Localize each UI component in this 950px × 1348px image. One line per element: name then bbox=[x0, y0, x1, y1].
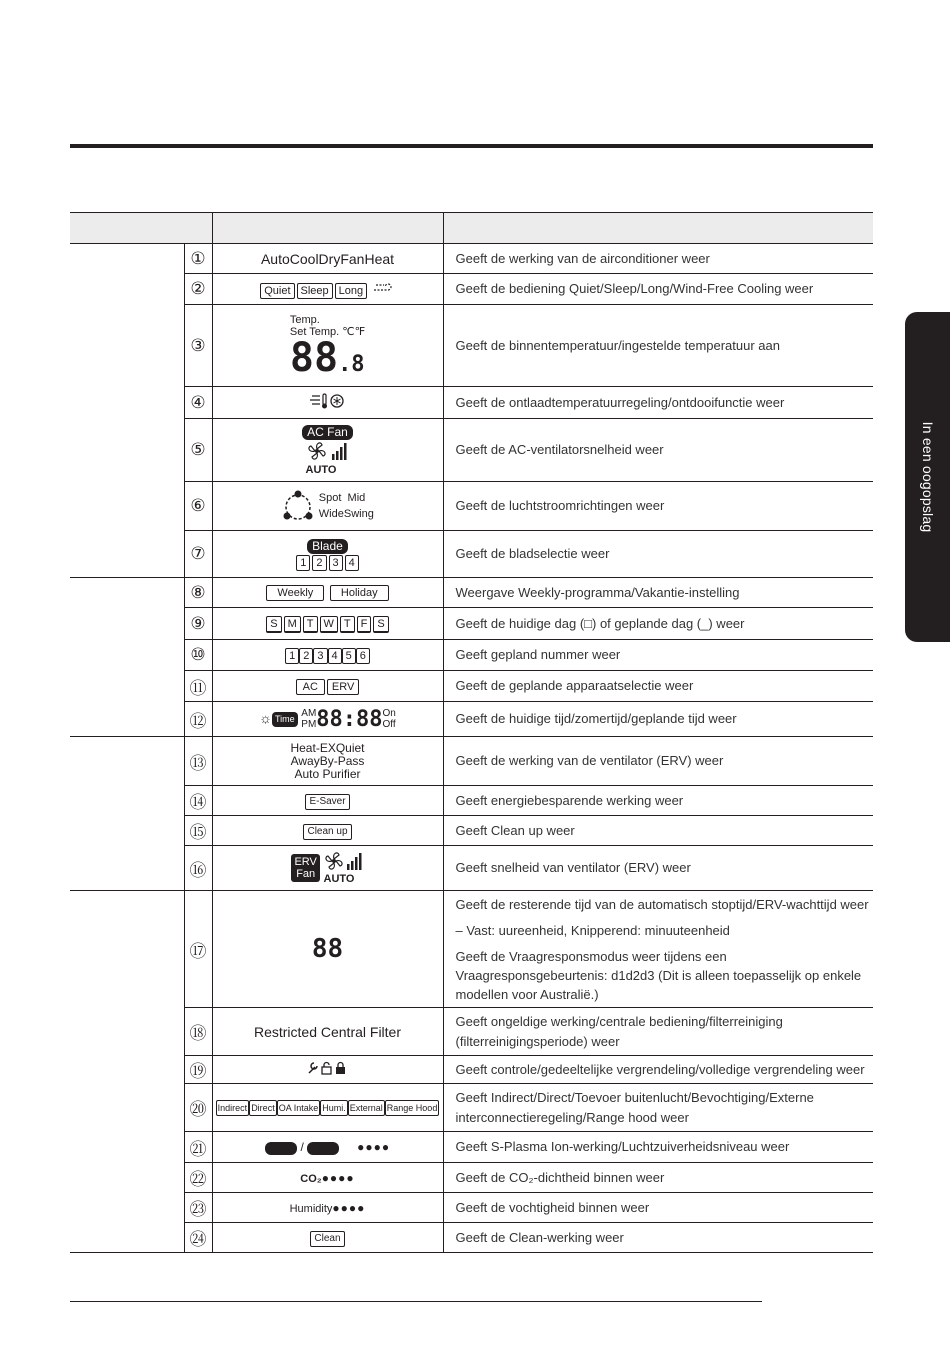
row-description: Geeft energiebesparende werking weer bbox=[443, 786, 873, 816]
row-number: ⑱ bbox=[184, 1008, 212, 1056]
bottom-rule bbox=[70, 1301, 762, 1302]
row-description: Geeft de binnentemperatuur/ingestelde temperatuur aan bbox=[443, 305, 873, 387]
row-description: Geeft gepland nummer weer bbox=[443, 640, 873, 671]
row-description: Geeft de huidige dag (□) of geplande dag (_) weer bbox=[443, 608, 873, 640]
display-symbol: Humidity●●●● bbox=[212, 1193, 443, 1223]
row-description: Geeft de vochtigheid binnen weer bbox=[443, 1193, 873, 1223]
table-row bbox=[70, 1193, 873, 1223]
row-number: ⑤ bbox=[184, 419, 212, 482]
table-row bbox=[70, 640, 873, 671]
row-number: ⑳ bbox=[184, 1084, 212, 1132]
row-description: Geeft de bladselectie weer bbox=[443, 531, 873, 578]
row-number: ③ bbox=[184, 305, 212, 387]
row-description: Geeft Clean up weer bbox=[443, 816, 873, 846]
airflow-direction-icon bbox=[281, 489, 315, 523]
top-rule bbox=[70, 144, 873, 148]
row-number: ⑩ bbox=[184, 640, 212, 671]
row-number: ① bbox=[184, 244, 212, 274]
row-number: ⑰ bbox=[184, 891, 212, 1008]
display-symbol: 88 bbox=[212, 891, 443, 1008]
display-table bbox=[70, 212, 873, 1253]
table-row bbox=[70, 816, 873, 846]
row-description: Geeft controle/gedeeltelijke vergrendeling/volledige vergrendeling weer bbox=[443, 1056, 873, 1084]
side-tab bbox=[905, 312, 950, 642]
table-row bbox=[70, 786, 873, 816]
row-number: ④ bbox=[184, 387, 212, 419]
display-symbol: 1 2 3 4 5 6 bbox=[212, 640, 443, 671]
row-description: Weergave Weekly-programma/Vakantie-instelling bbox=[443, 578, 873, 608]
category-cell bbox=[70, 578, 184, 737]
display-symbol: AC Fan AUTO bbox=[212, 419, 443, 482]
display-symbol: Clean bbox=[212, 1223, 443, 1253]
side-tab-label: In een oogopslag bbox=[919, 421, 936, 533]
row-number: ② bbox=[184, 274, 212, 305]
row-description: Geeft snelheid van ventilator (ERV) weer bbox=[443, 846, 873, 891]
lock-icons bbox=[306, 1060, 350, 1076]
table-row bbox=[70, 387, 873, 419]
table-row bbox=[70, 578, 873, 608]
row-number: ⑫ bbox=[184, 702, 212, 737]
header-cell-category bbox=[70, 213, 212, 244]
table-row bbox=[70, 1008, 873, 1056]
row-description bbox=[443, 891, 873, 1008]
display-symbol: AutoCoolDryFanHeat bbox=[212, 244, 443, 274]
table-row bbox=[70, 891, 873, 1008]
table-row bbox=[70, 608, 873, 640]
display-symbol: Restricted Central Filter bbox=[212, 1008, 443, 1056]
table-row bbox=[70, 419, 873, 482]
sun-icon: ☼ bbox=[259, 709, 272, 726]
table-row bbox=[70, 244, 873, 274]
display-symbol: / ●●●● bbox=[212, 1132, 443, 1163]
row-number: ⑦ bbox=[184, 531, 212, 578]
display-symbol: S M T W T F S bbox=[212, 608, 443, 640]
display-symbol: Weekly Holiday bbox=[212, 578, 443, 608]
category-cell bbox=[70, 244, 184, 578]
row-number: ⑯ bbox=[184, 846, 212, 891]
display-symbol: Heat-EXQuiet AwayBy-Pass Auto Purifier bbox=[212, 737, 443, 786]
air-purity-icon bbox=[307, 1142, 339, 1155]
row-number: ⑥ bbox=[184, 482, 212, 531]
row-description: Geeft de AC-ventilatorsnelheid weer bbox=[443, 419, 873, 482]
row-number: ㉑ bbox=[184, 1132, 212, 1163]
row-number: ⑬ bbox=[184, 737, 212, 786]
display-symbol: Blade 1 2 3 4 bbox=[212, 531, 443, 578]
row-description: Geeft de geplande apparaatselectie weer bbox=[443, 671, 873, 702]
display-symbol: ERV Fan AUTO bbox=[212, 846, 443, 891]
row-description: Geeft de Clean-werking weer bbox=[443, 1223, 873, 1253]
row-description: Geeft de huidige tijd/zomertijd/geplande tijd weer bbox=[443, 702, 873, 737]
row-description: Geeft Indirect/Direct/Toevoer buitenlucht/Bevochtiging/Externe interconnectieregeling/Range hood weer bbox=[443, 1084, 873, 1132]
display-symbol: E-Saver bbox=[212, 786, 443, 816]
row-number: ⑪ bbox=[184, 671, 212, 702]
row-number: ⑧ bbox=[184, 578, 212, 608]
erv-fan-speed-icon bbox=[324, 851, 364, 871]
row-description: Geeft ongeldige werking/centrale bediening/filterreiniging (filterreinigingsperiode) weer bbox=[443, 1008, 873, 1056]
table-row bbox=[70, 702, 873, 737]
table-row bbox=[70, 1084, 873, 1132]
display-symbol: Temp. Set Temp. ℃℉ 88.8 bbox=[212, 305, 443, 387]
fan-speed-icon bbox=[306, 440, 350, 462]
header-cell-description bbox=[443, 213, 873, 244]
row-description: Geeft de werking van de airconditioner weer bbox=[443, 244, 873, 274]
defrost-icon bbox=[308, 391, 348, 411]
row-description: Geeft de bediening Quiet/Sleep/Long/Wind-Free Cooling weer bbox=[443, 274, 873, 305]
display-symbol bbox=[212, 387, 443, 419]
row-number: ㉓ bbox=[184, 1193, 212, 1223]
display-symbol: Clean up bbox=[212, 816, 443, 846]
header-cell-display bbox=[212, 213, 443, 244]
table-row bbox=[70, 1132, 873, 1163]
category-cell bbox=[70, 891, 184, 1253]
display-symbol: Quiet Sleep Long bbox=[212, 274, 443, 305]
row-description: Geeft de CO₂-dichtheid binnen weer bbox=[443, 1163, 873, 1193]
table-row bbox=[70, 671, 873, 702]
row-description: Geeft de luchtstroomrichtingen weer bbox=[443, 482, 873, 531]
row-number: ㉒ bbox=[184, 1163, 212, 1193]
row-description: Geeft de ontlaadtemperatuurregeling/ontdooifunctie weer bbox=[443, 387, 873, 419]
row-description: Geeft S-Plasma Ion-werking/Luchtzuiverheidsniveau weer bbox=[443, 1132, 873, 1163]
display-symbol: Indirect Direct OA Intake Humi. External Range Hood bbox=[212, 1084, 443, 1132]
row-number: ⑮ bbox=[184, 816, 212, 846]
row-description: Geeft de werking van de ventilator (ERV) weer bbox=[443, 737, 873, 786]
table-row bbox=[70, 846, 873, 891]
display-symbol: Spot Mid WideSwing bbox=[212, 482, 443, 531]
table-row bbox=[70, 1056, 873, 1084]
desc-line: Geeft de resterende tijd van de automatisch stoptijd/ERV-wachttijd weer bbox=[455, 896, 869, 912]
display-symbol: CO₂●●●● bbox=[212, 1163, 443, 1193]
display-symbol: ☼ Time AM PM88:88On Off bbox=[212, 702, 443, 737]
display-symbol bbox=[212, 1056, 443, 1084]
row-number: ⑨ bbox=[184, 608, 212, 640]
table-header bbox=[70, 213, 873, 244]
table-row bbox=[70, 274, 873, 305]
display-symbol: AC ERV bbox=[212, 671, 443, 702]
row-number: ㉔ bbox=[184, 1223, 212, 1253]
row-number: ⑭ bbox=[184, 786, 212, 816]
table-row bbox=[70, 531, 873, 578]
s-plasma-icon bbox=[265, 1142, 297, 1155]
table-row bbox=[70, 305, 873, 387]
table-row bbox=[70, 737, 873, 786]
wind-free-icon bbox=[372, 280, 396, 294]
table-row bbox=[70, 1163, 873, 1193]
desc-line: – Vast: uureenheid, Knipperend: minuuteenheid bbox=[455, 922, 730, 938]
category-cell bbox=[70, 737, 184, 891]
table-row bbox=[70, 1223, 873, 1253]
table-row bbox=[70, 482, 873, 531]
desc-line: Geeft de Vraagresponsmodus weer tijdens een Vraagresponsgebeurtenis: d1d2d3 (Dit is alleen toepasselijk op enkele modellen voor Australië.) bbox=[455, 948, 862, 1002]
row-number: ⑲ bbox=[184, 1056, 212, 1084]
